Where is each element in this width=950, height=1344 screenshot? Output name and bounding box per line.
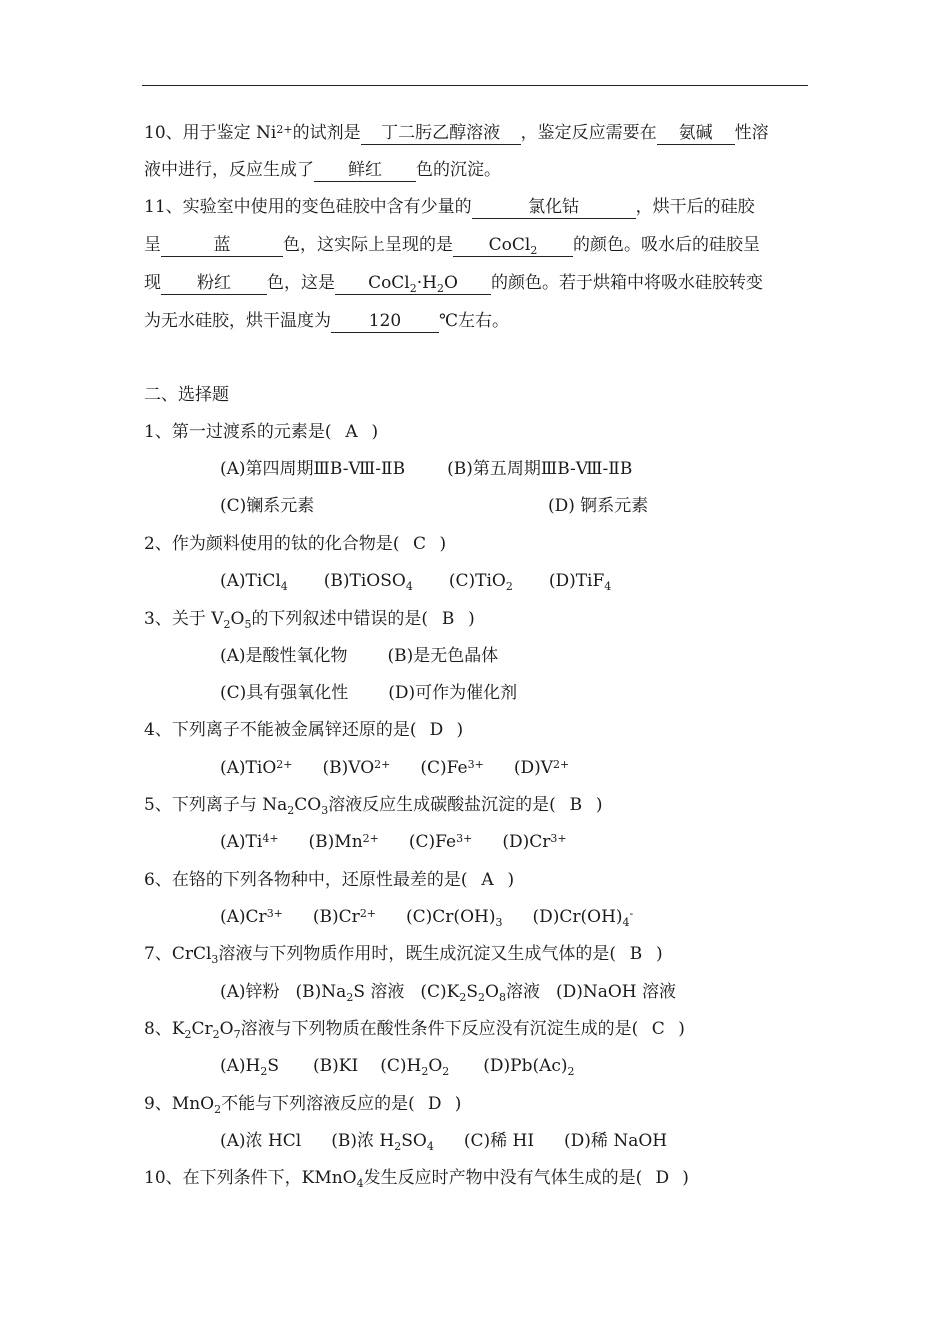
mc-q2-stem bbox=[144, 532, 446, 556]
option-a: (A)H bbox=[220, 1056, 261, 1076]
text: 色的沉淀。 bbox=[416, 160, 501, 180]
text: 3、关于 V bbox=[144, 609, 224, 629]
option-c: (C)K bbox=[420, 982, 460, 1002]
text: 液中进行，反应生成了 bbox=[144, 160, 314, 180]
answer-blank bbox=[453, 234, 573, 257]
mc-q1-opts-cd bbox=[220, 494, 314, 518]
option-c: (C)稀 HI bbox=[463, 1131, 535, 1151]
option-d: (D)Cr(OH) bbox=[532, 907, 623, 927]
text: ) bbox=[454, 1094, 462, 1114]
subscript: 2 bbox=[567, 1065, 575, 1078]
answer-mark: C bbox=[651, 1019, 665, 1039]
subscript: 4 bbox=[405, 580, 413, 593]
text: 为无水硅胶，烘干温度为 bbox=[144, 311, 331, 331]
text: 溶液反应生成碳酸盐沉淀的是( bbox=[328, 795, 556, 815]
answer-mark: C bbox=[412, 534, 426, 554]
superscript: 3+ bbox=[456, 832, 473, 845]
option-d: (D)可作为催化剂 bbox=[388, 683, 518, 703]
subscript: 7 bbox=[233, 1028, 241, 1041]
subscript: 2 bbox=[212, 1028, 220, 1041]
subscript: 4 bbox=[356, 1177, 364, 1190]
mc-q8-stem bbox=[144, 1017, 685, 1041]
mc-q7-opts bbox=[220, 980, 676, 1004]
option-b: (B)Na bbox=[295, 982, 347, 1002]
subscript: 2 bbox=[214, 1103, 222, 1116]
mc-q8-opts bbox=[220, 1054, 575, 1078]
text: ℃左右。 bbox=[439, 311, 510, 331]
mc-q1-stem bbox=[144, 420, 378, 444]
subscript: 2 bbox=[184, 1028, 192, 1041]
mc-q5-stem bbox=[144, 793, 602, 817]
text: ) bbox=[507, 870, 515, 890]
subscript: 3 bbox=[211, 953, 219, 966]
mc-q5-opts bbox=[220, 830, 567, 854]
text: 性溶 bbox=[734, 123, 769, 143]
text: 的颜色。吸水后的硅胶呈 bbox=[573, 235, 760, 255]
header-rule bbox=[142, 85, 808, 86]
fill-q11-line3 bbox=[144, 271, 763, 295]
subscript: 2 bbox=[260, 1065, 268, 1078]
superscript: 3+ bbox=[266, 907, 283, 920]
fill-q11-line4 bbox=[144, 309, 509, 333]
option-d: (D)Cr bbox=[502, 832, 551, 852]
option-a: (A)是酸性氧化物 bbox=[220, 646, 348, 666]
text: 10、用于鉴定 Ni bbox=[144, 123, 277, 143]
text: ) bbox=[678, 1019, 685, 1039]
option-b: (B)VO bbox=[322, 758, 375, 778]
option-b: (B)TiOSO bbox=[323, 571, 406, 591]
subscript: 4 bbox=[622, 916, 630, 929]
superscript: 2+ bbox=[276, 123, 293, 136]
answer-blank: 120 bbox=[331, 310, 439, 333]
subscript: 4 bbox=[426, 1140, 434, 1153]
option-b: (B)KI bbox=[313, 1056, 359, 1076]
text: S bbox=[267, 1056, 280, 1076]
mc-q1-opts-ab bbox=[220, 457, 632, 481]
superscript: - bbox=[629, 907, 634, 920]
option-a: (A)锌粉 bbox=[220, 982, 280, 1002]
subscript: 2 bbox=[287, 804, 295, 817]
text: O bbox=[428, 1056, 443, 1076]
option-d: (D)NaOH 溶液 bbox=[555, 982, 677, 1002]
option-a: (A)Cr bbox=[220, 907, 267, 927]
subscript: 5 bbox=[244, 618, 252, 631]
answer-mark: A bbox=[481, 870, 494, 890]
text: 色，这实际上呈现的是 bbox=[283, 235, 453, 255]
mc-q6-stem bbox=[144, 868, 514, 892]
answer-blank: 氯化钴 bbox=[472, 196, 636, 219]
mc-q3-opts-ab bbox=[220, 644, 498, 668]
subscript: 3 bbox=[321, 804, 329, 817]
option-c: (C)具有强氧化性 bbox=[220, 683, 349, 703]
option-c: (C)Fe bbox=[420, 758, 468, 778]
text: 溶液 bbox=[505, 982, 540, 1002]
option-d: (D)TiF bbox=[548, 571, 605, 591]
answer-mark: D bbox=[429, 720, 444, 740]
text: SO bbox=[401, 1131, 427, 1151]
option-a: (A)第四周期ⅢB-Ⅷ-ⅡB bbox=[220, 459, 406, 479]
option-b: (B)Mn bbox=[308, 832, 363, 852]
option-b: (B)是无色晶体 bbox=[387, 646, 499, 666]
subscript: 2 bbox=[459, 991, 467, 1004]
answer-blank: 粉红 bbox=[161, 272, 267, 295]
answer-blank: 蓝 bbox=[161, 234, 283, 257]
superscript: 3+ bbox=[467, 758, 484, 771]
option-b: (B)第五周期ⅢB-Ⅷ-ⅡB bbox=[447, 459, 633, 479]
mc-q3-stem bbox=[144, 607, 475, 631]
text: 8、K bbox=[144, 1019, 185, 1039]
answer-mark: A bbox=[345, 422, 358, 442]
subscript: 2 bbox=[394, 1140, 402, 1153]
subscript: 2 bbox=[505, 580, 513, 593]
mc-q2-opts bbox=[220, 569, 611, 593]
subscript: 2 bbox=[530, 244, 538, 257]
mc-q6-opts bbox=[220, 905, 633, 929]
text: 6、在铬的下列各物种中，还原性最差的是( bbox=[144, 870, 468, 890]
subscript: 2 bbox=[436, 282, 444, 295]
text: ，鉴定反应需要在 bbox=[520, 123, 657, 143]
superscript: 2+ bbox=[374, 758, 391, 771]
subscript: 8 bbox=[498, 991, 506, 1004]
text: 溶液与下列物质作用时，既生成沉淀又生成气体的是( bbox=[218, 944, 617, 964]
option-b: (B)浓 H bbox=[331, 1131, 395, 1151]
text: O bbox=[219, 1019, 234, 1039]
text: ) bbox=[371, 422, 379, 442]
text: 发生反应时产物中没有气体生成的是( bbox=[363, 1168, 643, 1188]
superscript: 2+ bbox=[552, 758, 570, 771]
option-b: (B)Cr bbox=[312, 907, 360, 927]
text: Cr bbox=[191, 1019, 213, 1039]
option-a: (A)Ti bbox=[220, 832, 263, 852]
fill-q10-line2 bbox=[144, 158, 501, 182]
option-a: (A)浓 HCl bbox=[220, 1131, 302, 1151]
text: 5、下列离子与 Na bbox=[144, 795, 288, 815]
text: ) bbox=[456, 720, 464, 740]
text: 4、下列离子不能被金属锌还原的是( bbox=[144, 720, 417, 740]
mc-q4-opts bbox=[220, 756, 569, 780]
subscript: 4 bbox=[280, 580, 288, 593]
subscript: 4 bbox=[604, 580, 612, 593]
fill-q11-line1 bbox=[144, 195, 755, 219]
section-title: 二、选择题 bbox=[144, 385, 229, 405]
text: S 溶液 bbox=[353, 982, 405, 1002]
option-c: (C)镧系元素 bbox=[220, 496, 315, 516]
mc-q10-stem bbox=[144, 1166, 689, 1190]
fill-q10-line1 bbox=[144, 121, 769, 145]
subscript: 2 bbox=[223, 618, 231, 631]
superscript: 2+ bbox=[362, 832, 379, 845]
option-c: (C)Cr(OH) bbox=[406, 907, 496, 927]
text: CO bbox=[294, 795, 322, 815]
mc-q1-opt-d: (D) 锕系元素 bbox=[548, 496, 649, 516]
option-d: (D)稀 NaOH bbox=[564, 1131, 668, 1151]
superscript: 3+ bbox=[550, 832, 567, 845]
subscript: 3 bbox=[495, 916, 503, 929]
answer-blank: 氨碱 bbox=[657, 122, 735, 145]
text: 2、作为颜料使用的钛的化合物是( bbox=[144, 534, 400, 554]
superscript: 2+ bbox=[359, 907, 377, 920]
answer-mark: B bbox=[569, 795, 583, 815]
subscript: 2 bbox=[421, 1065, 429, 1078]
option-c: (C)Fe bbox=[408, 832, 457, 852]
answer-mark: B bbox=[441, 609, 455, 629]
option-d: (D)Pb(Ac) bbox=[483, 1056, 568, 1076]
text: O bbox=[485, 982, 499, 1002]
subscript: 2 bbox=[346, 991, 354, 1004]
text: 不能与下列溶液反应的是( bbox=[221, 1094, 415, 1114]
option-c: (C)TiO bbox=[448, 571, 506, 591]
option-a: (A)TiCl bbox=[220, 571, 281, 591]
text: 的颜色。若于烘箱中将吸水硅胶转变 bbox=[491, 273, 763, 293]
answer-blank: 丁二肟乙醇溶液 bbox=[361, 122, 521, 145]
answer-mark: D bbox=[655, 1168, 670, 1188]
text: ) bbox=[682, 1168, 689, 1188]
option-d: (D)V bbox=[513, 758, 553, 778]
mc-q4-stem bbox=[144, 718, 463, 742]
option-c: (C)H bbox=[380, 1056, 422, 1076]
text: O bbox=[443, 273, 458, 293]
text: ·H bbox=[416, 273, 437, 293]
text: S bbox=[466, 982, 479, 1002]
text: 的试剂是 bbox=[292, 123, 361, 143]
text: ，烘干后的硅胶 bbox=[635, 197, 755, 217]
text: 11、实验室中使用的变色硅胶中含有少量的 bbox=[144, 197, 472, 217]
text: 9、MnO bbox=[144, 1094, 215, 1114]
text: 1、第一过渡系的元素是( bbox=[144, 422, 332, 442]
text: ) bbox=[595, 795, 603, 815]
superscript: 4+ bbox=[262, 832, 279, 845]
subscript: 2 bbox=[478, 991, 486, 1004]
text: ) bbox=[656, 944, 663, 964]
text: ) bbox=[439, 534, 447, 554]
subscript: 2 bbox=[442, 1065, 450, 1078]
answer-blank bbox=[335, 272, 491, 295]
text: 色，这是 bbox=[267, 273, 335, 293]
text: ) bbox=[468, 609, 475, 629]
text: 呈 bbox=[144, 235, 161, 255]
mc-q7-stem bbox=[144, 942, 663, 966]
superscript: 2+ bbox=[276, 758, 293, 771]
mc-q9-opts bbox=[220, 1129, 667, 1153]
text: 现 bbox=[144, 273, 161, 293]
mc-q3-opts-cd bbox=[220, 681, 517, 705]
text: 10、在下列条件下，KMnO bbox=[144, 1168, 357, 1188]
answer-blank: 鲜红 bbox=[314, 159, 416, 182]
fill-q11-line2 bbox=[144, 233, 760, 257]
subscript: 2 bbox=[409, 282, 417, 295]
text: 的下列叙述中错误的是( bbox=[251, 609, 429, 629]
answer-mark: B bbox=[629, 944, 643, 964]
mc-q9-stem bbox=[144, 1092, 461, 1116]
answer-mark: D bbox=[427, 1094, 442, 1114]
text: 溶液与下列物质在酸性条件下反应没有沉淀生成的是( bbox=[240, 1019, 639, 1039]
text: O bbox=[230, 609, 245, 629]
option-a: (A)TiO bbox=[220, 758, 277, 778]
text: 7、CrCl bbox=[144, 944, 212, 964]
text: CoCl bbox=[368, 273, 410, 293]
text: CoCl bbox=[488, 235, 531, 255]
